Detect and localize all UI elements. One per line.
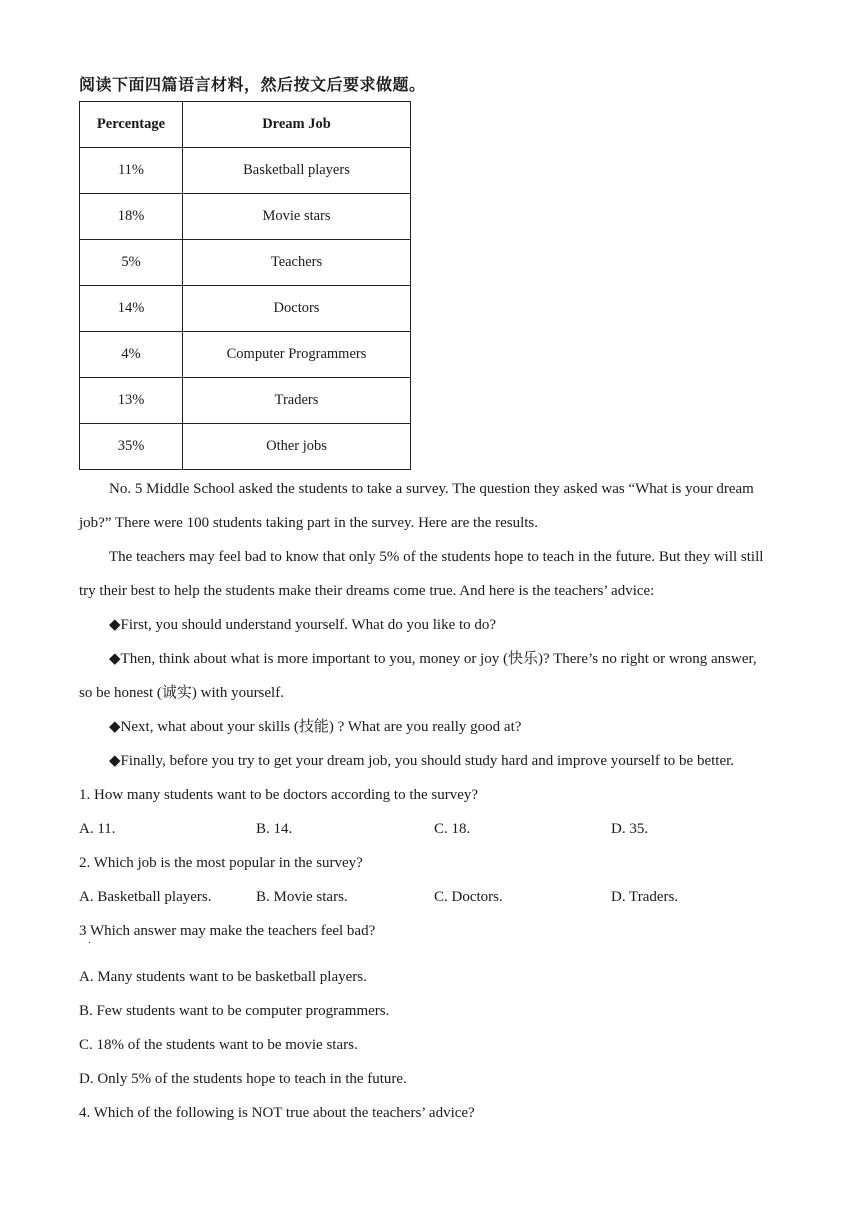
passage-line: job?” There were 100 students taking part in the survey. Here are the results. <box>79 515 539 531</box>
passage-line: The teachers may feel bad to know that only 5% of the students hope to teach in the future. But they will still <box>109 549 764 565</box>
table-row <box>80 240 411 286</box>
table-header-row <box>80 102 411 148</box>
cell-job: Basketball players <box>183 148 411 194</box>
table-row <box>80 424 411 470</box>
cell-job: Teachers <box>183 240 411 286</box>
cell-percentage: 4% <box>80 332 183 378</box>
advice-item: ◆Finally, before you try to get your dream job, you should study hard and improve yourself to be better. <box>109 753 735 769</box>
advice-item: ◆Next, what about your skills (技能) ? What are you really good at? <box>109 719 522 735</box>
cell-percentage: 18% <box>80 194 183 240</box>
question-4: 4. Which of the following is NOT true about the teachers’ advice? <box>79 1105 475 1121</box>
q2-option-a: A. Basketball players. <box>79 889 212 905</box>
q1-option-d: D. 35. <box>611 821 649 837</box>
table-row <box>80 378 411 424</box>
q1-option-a: A. 11. <box>79 821 116 837</box>
advice-item: ◆Then, think about what is more important to you, money or joy (快乐)? There’s no right or wrong answer, <box>109 651 757 667</box>
table-row <box>80 332 411 378</box>
q1-option-b: B. 14. <box>256 821 293 837</box>
header-dream-job: Dream Job <box>183 102 411 148</box>
cell-percentage: 35% <box>80 424 183 470</box>
q2-option-b: B. Movie stars. <box>256 889 348 905</box>
q3-option-c: C. 18% of the students want to be movie stars. <box>79 1037 358 1053</box>
cell-job: Other jobs <box>183 424 411 470</box>
cell-percentage: 11% <box>80 148 183 194</box>
cell-job: Doctors <box>183 286 411 332</box>
cell-job: Traders <box>183 378 411 424</box>
q3-number-mark: · <box>88 938 92 949</box>
question-2: 2. Which job is the most popular in the survey? <box>79 855 363 871</box>
q2-option-c: C. Doctors. <box>434 889 503 905</box>
table-row <box>80 148 411 194</box>
q3-option-d: D. Only 5% of the students hope to teach in the future. <box>79 1071 407 1087</box>
cell-percentage: 5% <box>80 240 183 286</box>
q2-option-d: D. Traders. <box>611 889 679 905</box>
survey-table <box>79 101 411 470</box>
table-row <box>80 286 411 332</box>
q3-option-b: B. Few students want to be computer programmers. <box>79 1003 390 1019</box>
passage-line: try their best to help the students make their dreams come true. And here is the teachers’ advice: <box>79 583 655 599</box>
advice-item: ◆First, you should understand yourself. What do you like to do? <box>109 617 497 633</box>
cell-job: Computer Programmers <box>183 332 411 378</box>
q1-option-c: C. 18. <box>434 821 471 837</box>
cell-percentage: 14% <box>80 286 183 332</box>
question-3: 3 Which answer may make the teachers feel bad? <box>79 923 376 939</box>
question-1: 1. How many students want to be doctors according to the survey? <box>79 787 479 803</box>
table-row <box>80 194 411 240</box>
cell-job: Movie stars <box>183 194 411 240</box>
advice-item-continued: so be honest (诚实) with yourself. <box>79 685 284 701</box>
passage-line: No. 5 Middle School asked the students to take a survey. The question they asked was “What is your dream <box>109 481 754 497</box>
cell-percentage: 13% <box>80 378 183 424</box>
q3-option-a: A. Many students want to be basketball players. <box>79 969 367 985</box>
section-heading: 阅读下面四篇语言材料，然后按文后要求做题。 <box>79 75 426 94</box>
header-percentage: Percentage <box>80 102 183 148</box>
